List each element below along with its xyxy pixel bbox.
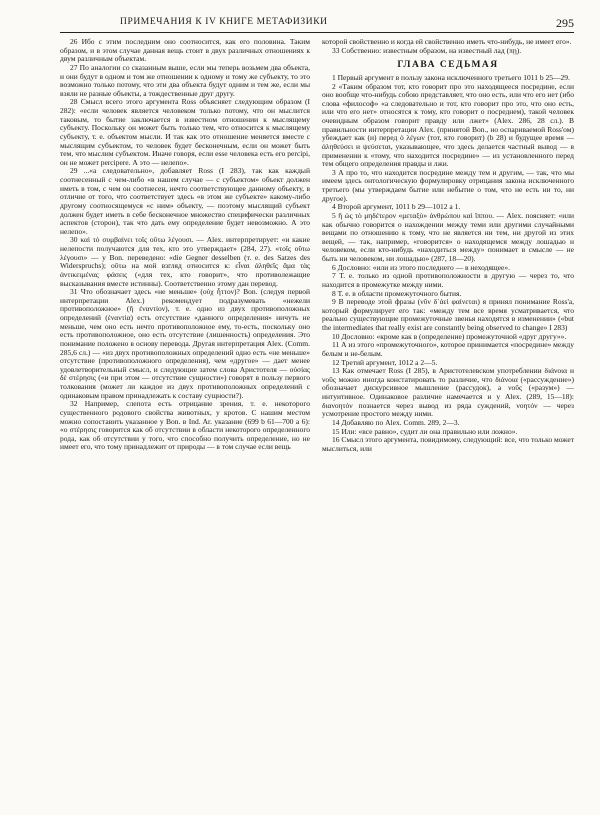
ch7-note-5: 5 ἢ ὡς τὸ μηδέτερον «μεταξὺ» ἀνθρώπου καὶ ἵππου. — Alex. поясняет: «или как обычно говорится о нахождении между теми или другими случайными вещами по отношению к тому, что не является ни тем, ни другой из этих вещей, — так, например, «говорится» о находящемся между лошадью и человеком, если кто-нибудь «находиться между» понимает в смысле — не быть ни человеком, ни лошадью» (287, 18—20).: [322, 210, 574, 263]
ch7-note-11: 11 А из этого «промежуточного», которое принимается «посредине» между белым и не-белым.: [322, 340, 574, 358]
running-header: [60, 16, 574, 33]
page-number: 295: [556, 16, 574, 30]
chapter-heading: ГЛАВА СЕДЬМАЯ: [397, 60, 499, 71]
ch7-note-3: 3 А про то, что находится посредине между тем и другим, — так, что мы имеем здесь онтологическую формулировку отрицания закона исключенного третьего (мы утверждаем бытие или небытие о том, что не есть ни то, ни другое).: [322, 167, 574, 203]
right-column: [322, 38, 574, 809]
ch7-note-15: 15 Или: «все равно», судит ли она правильно или ложно».: [332, 426, 518, 436]
note-26: 26 Ибо с этим последним оно соотносится, как его половина. Таким образом, и в этом случае данная вещь стоит в двух различных отношениях к двум различным объектам.: [60, 38, 310, 64]
ch7-note-13: 13 Как отмечает Ross (I 285), в Аристотелевском употреблении διάνοια и νοῦς можно иногда констатировать то различие, что διάνοια («рассуждение») обозначает дискурсивное мышление (рассудок), а νοῦς («разум») — интуитивное. Одинаковое различие намечается и у Alex. (289, 15—18): διανοητόν познается через вывод из ряда суждений, νοητόν — через усмотрение простого между ними.: [322, 366, 574, 419]
ch7-note-12: 12 Третий аргумент, 1012 a 2—5.: [332, 357, 438, 367]
note-28: 28 Смысл всего этого аргумента Ross объясняет следующим образом (I 282): «если человек является человеком только потому, что он мыслится таковым, то бытие заключается в известном отношении к мыслящему субъекту. Поскольку он может быть только тем, что относится к мыслящему субъекту, т. е. объектом мысли. И так как это отношение меняется вместе с мыслящим субъектом, то человек будет бесконечным, если он может быть тем, что мыслим субъектом. Иначе говоря, если esse человека есть его percipi, он не может percipere. А это — нелепо».: [60, 97, 310, 167]
ch7-note-6: 6 Дословно: «или из этого последнего — в неходящее».: [332, 262, 510, 272]
note-32: 32 Например, слепота есть отрицание зрения, т. е. некоторого существенного родового свойства животных, у кротов. С нашим местом можно сопоставить указанное у Bon. в Ind. Ar. указание (699 b 61—700 a 6): «о στέρησις говорится как об отсутствии в области некоторого определенного рода, как об отсутствии у того, что способно получить определение, но не имеет его, что тому принадлежит от природы — в том случае если вещь: [60, 399, 310, 452]
ch7-note-8: 8 Т. е. в области промежуточного бытия.: [332, 288, 462, 298]
note-30: 30 καὶ τὸ συμβαίνει τοῖς οὕτω λέγουσι. — Alex. интерпретирует: «и какие нелепости получаются для тех, кто это утверждает» (284, 27). «τοῖς οὕτω λέγουσι» — у Bon. переведено: «die Gegner desselben (т. е. des Satzes des Widerspruchs); οὕτω на мой взгляд относится к: εἶναι ἀληθεῖς ἅμα τὰς ἀντικειμένας φάσεις («для тех, кто говорит», что противолежащие высказывания вместе истинны). Соответственно этому дан перевод.: [60, 235, 310, 288]
left-column: [60, 38, 310, 809]
ch7-note-16: 16 Смысл этого аргумента, повидимому, следующий: все, что только может мыслиться, или: [322, 435, 574, 453]
note-32-continued: которой свойственно и когда ей свойственно иметь что-нибудь, не имеет его».: [322, 38, 572, 46]
note-29: 29 ...«а следовательно», добавляет Ross (I 283), так как каждый соотнесенный с чем-либо «в нашем случае — с субъектом» объект должен иметь в том, с чем он соотнесен, нечто соответствующее данному объекту, в отличие от того, что соответствует здесь «в этом же субъекте» какому-либо другому соотносящемуся «с ним» объекту, — поэтому мыслящий субъект должен будет иметь в себе бесконечное множество специфически различных аспектов (сторон), так что дать ему определение будет невозможно. А это нелепо».: [60, 166, 310, 236]
note-31: 31 Что обозначает здесь «не меньше» (οὐχ ἧττον)? Bon. (следуя первой интерпретации Alex.) рекомендует подразумевать «нежели противоположное» (ἤ ἐναντίον), т. е. одно из двух противоположных определений (ἐναντία) есть отсутствие «данного определения» ничуть не меньше, чем оно есть нечто противоположное ему, то-есть, поскольку оно есть противоположное, оно есть отсутствие (лишенность) определения. Это понимание положено в основу перевода. Другая интерпретация Alex. (Comm. 285,6 сл.) — «из двух противоположных определений одно есть «не меньше» отсутствие (противоположного определения), чем «другое» — дает менее удовлетворительный смысл, и следующие затем слова Аристотеля — οὐσίας δὲ στέρησις («и при этом — отсутствие сущности») говорят в пользу первого толкования (может ли каждое из двух противоположных определений с одинаковым правом принадлежать к составу сущности?).: [60, 287, 310, 400]
ch7-note-2: 2 «Таким образом тот, кто говорит про это находящееся посредине, если оно вообще что-нибудь собою представляет, что оно есть, или что его нет (ибо слова «философ» «а следовательно и тот, кто говорит про это, что оно есть, или что его нет» относятся к тому, кто говорит о посреднем), такой человек очевидным образом говорит правду или лжет» (Alex. 286, 28 сл.). В правильности интерпретации Alex. (принятой Bon., но оспариваемой Ross'ом) убеждает как (и) перед ὁ λέγων (тот, кто говорит) (b 28) и будущее время — ἀληθεύσει и ψεύσεται, указывающее, что здесь делается частный вывод — в применении к «тому, что находится посредине» — из установленного перед тем общего определения правды и лжи.: [322, 81, 574, 169]
note-33: 33 Собственно: известным образом, на известный лад (πῃ).: [332, 45, 522, 55]
ch7-note-9: 9 В переводе этой фразы (νῦν δ᾽ἀεὶ φαίνεται) я принял понимание Ross'а, который формулирует его так: «между тем все время усматривается, что реально существующие промежуточные звенья находятся в изменении» («but the intermediates that really exist are constantly being observed to change» I 283): [322, 297, 574, 332]
ch7-note-1: 1 Первый аргумент в пользу закона исключенного третьего 1011 b 25—29.: [332, 72, 570, 82]
ch7-note-10: 10 Дословно: «кроме как в (определение) промежуточной «друг другу»».: [332, 331, 567, 341]
ch7-note-4: 4 Второй аргумент, 1011 b 29—1012 a 1.: [332, 202, 461, 212]
ch7-note-14: 14 Добавляю по Alex. Comm. 289, 2—3.: [332, 417, 460, 427]
running-title: ПРИМЕЧАНИЯ К IV КНИГЕ МЕТАФИЗИКИ: [120, 17, 328, 27]
ch7-note-7: 7 Т. е. только из одной противоположности в другую — через то, что находится в промежутке между ними.: [322, 271, 574, 289]
note-27: 27 По аналогии со сказанным выше, если мы теперь возьмем два объекта, и они будут в одном и том же отношении к одному и тому же субъекту, то это возможно только потому, что эти два объекта будут одним и тем же, если мы взяли не разные объекты, а тождественные друг другу.: [60, 62, 310, 98]
